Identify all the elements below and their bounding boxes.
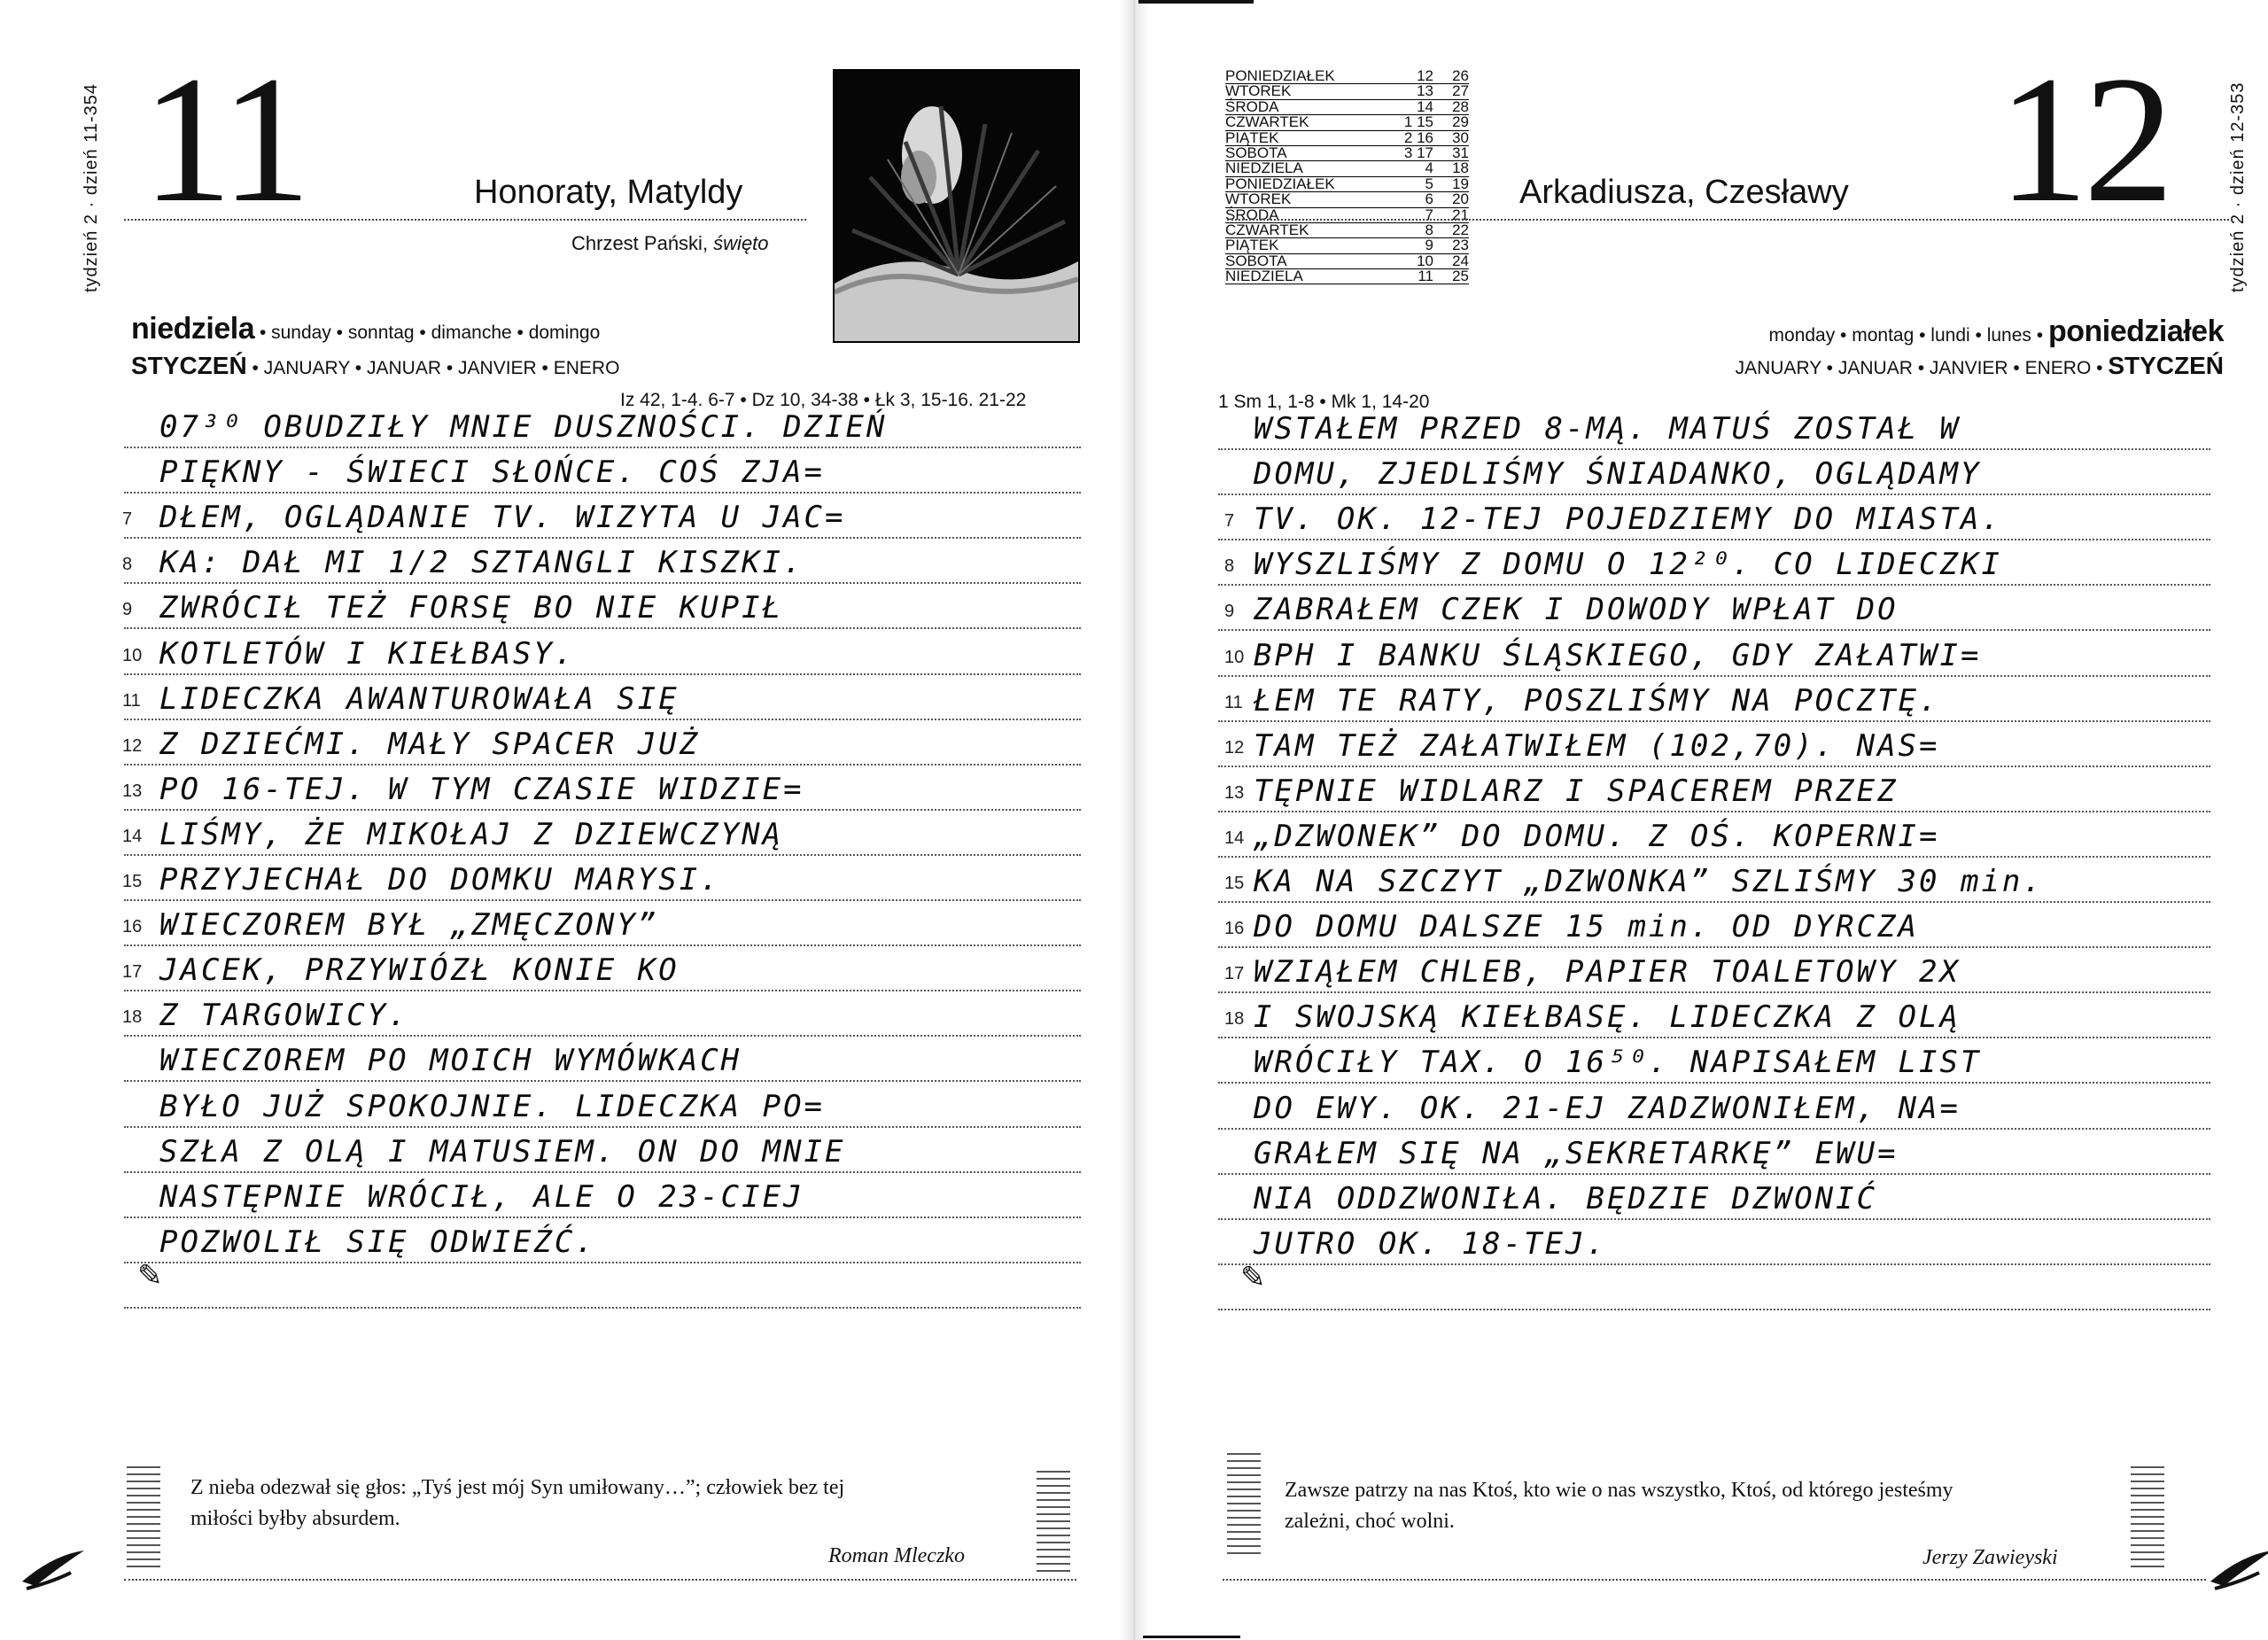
calendar-date: 31 bbox=[1452, 144, 1469, 161]
handwritten-entry: WIECZOREM BYŁ „ZMĘCZONY” bbox=[159, 907, 659, 944]
calendar-date: 19 bbox=[1452, 175, 1469, 192]
pencil-icon: ✎ bbox=[1240, 1261, 1266, 1294]
month-pl: STYCZEŃ bbox=[2108, 352, 2224, 379]
calendar-date: 18 bbox=[1452, 159, 1469, 177]
calendar-date: 23 bbox=[1452, 237, 1469, 254]
diary-line bbox=[124, 946, 1081, 991]
calendar-date: 30 bbox=[1452, 128, 1469, 146]
handwritten-entry: WRÓCIŁY TAX. O 16⁵⁰. NAPISAŁEM LIST bbox=[1254, 1045, 1982, 1081]
hour-label: 14 bbox=[122, 826, 143, 846]
hour-label: 9 bbox=[122, 600, 133, 620]
diary-line bbox=[124, 1218, 1081, 1263]
handwritten-entry: JACEK, PRZYWIÓZŁ KONIE KO bbox=[159, 952, 680, 989]
handwritten-entry: KA: DAŁ MI 1/2 SZTANGLI KISZKI. bbox=[159, 545, 804, 581]
calendar-date: 28 bbox=[1452, 97, 1469, 115]
calendar-date: 12 bbox=[1417, 67, 1433, 84]
month-row bbox=[1736, 352, 2224, 380]
handwritten-entry: WIECZOREM PO MOICH WYMÓWKACH bbox=[159, 1043, 742, 1079]
calendar-day: PIĄTEK bbox=[1225, 237, 1279, 254]
handwritten-entry: TĘPNIE WIDLARZ I SPACEREM PRZEZ bbox=[1254, 773, 1899, 809]
diary-line bbox=[1218, 903, 2210, 948]
diary-line bbox=[1218, 1220, 2210, 1265]
diary-line bbox=[124, 766, 1081, 811]
diary-line bbox=[124, 720, 1081, 766]
name-days: Arkadiusza, Czesławy bbox=[1519, 174, 1849, 211]
hour-label: 12 bbox=[1224, 737, 1245, 758]
diary-line bbox=[124, 494, 1081, 539]
calendar-day: PONIEDZIAŁEK bbox=[1225, 67, 1335, 84]
feast-label bbox=[571, 232, 769, 255]
handwritten-entry: SZŁA Z OLĄ I MATUSIEM. ON DO MNIE bbox=[159, 1133, 846, 1170]
calendar-date: 21 bbox=[1452, 206, 1469, 223]
day-number: 12 bbox=[1998, 39, 2169, 240]
diary-line bbox=[1218, 495, 2210, 540]
calendar-date: 29 bbox=[1452, 113, 1469, 131]
calendar-date: 13 bbox=[1417, 82, 1433, 100]
month-translations: JANUARY • JANUAR • JANVIER • ENERO • bbox=[1735, 358, 2109, 378]
diary-line bbox=[1218, 812, 2210, 858]
header-divider bbox=[124, 219, 806, 221]
calendar-date: 11 bbox=[1418, 268, 1433, 285]
hour-label: 11 bbox=[122, 690, 141, 711]
calendar-date: 1 15 bbox=[1403, 113, 1433, 131]
diary-line bbox=[1218, 1265, 2210, 1310]
calendar-day: PIĄTEK bbox=[1225, 128, 1279, 146]
diary-line bbox=[124, 448, 1081, 494]
calendar-date: 4 bbox=[1425, 159, 1433, 177]
margin-rule bbox=[1037, 1471, 1070, 1573]
hour-label: 10 bbox=[122, 645, 143, 665]
daily-quote: Z nieba odezwał się głos: „Tyś jest mój Syn umiłowany…”; człowiek bez tej miłości byłby absurdem. bbox=[190, 1476, 845, 1530]
left-page bbox=[0, 0, 1121, 1640]
diary-line bbox=[124, 991, 1081, 1037]
handwritten-entry: BYŁO JUŻ SPOKOJNIE. LIDECZKA PO= bbox=[159, 1088, 826, 1124]
month-translations: • JANUARY • JANUAR • JANVIER • ENERO bbox=[246, 358, 620, 378]
handwritten-entry: POZWOLIŁ SIĘ ODWIEŹĆ. bbox=[159, 1224, 596, 1260]
diary-line bbox=[1218, 948, 2210, 993]
handwritten-entry: ZABRAŁEM CZEK I DOWODY WPŁAT DO bbox=[1254, 592, 1899, 628]
handwritten-entry: WYSZLIŚMY Z DOMU O 12²⁰. CO LIDECZKI bbox=[1254, 547, 2002, 583]
week-day-label: tydzień 2 · dzień 11-354 bbox=[82, 83, 101, 292]
calendar-day: ŚRODA bbox=[1225, 206, 1279, 223]
calendar-day: ŚRODA bbox=[1225, 97, 1279, 115]
publisher-logo bbox=[2206, 1546, 2268, 1595]
hour-label: 8 bbox=[1224, 556, 1235, 577]
margin-rule bbox=[2131, 1466, 2164, 1568]
month-row bbox=[131, 352, 619, 380]
handwritten-entry: KA NA SZCZYT „DZWONKA” SZLIŚMY 30 min. bbox=[1254, 864, 2044, 900]
handwritten-entry: LIDECZKA AWANTUROWAŁA SIĘ bbox=[159, 680, 680, 717]
diary-line bbox=[1218, 677, 2210, 722]
handwritten-entry: ZWRÓCIŁ TEŻ FORSĘ BO NIE KUPIŁ bbox=[159, 590, 784, 626]
bible-reading: 1 Sm 1, 1-8 • Mk 1, 14-20 bbox=[1218, 392, 1430, 412]
calendar-date: 9 bbox=[1425, 237, 1433, 254]
weekday-pl: poniedziałek bbox=[2047, 315, 2224, 348]
diary-line bbox=[124, 629, 1081, 674]
calendar-date: 8 bbox=[1425, 221, 1433, 238]
weekday-translations: monday • montag • lundi • lunes • bbox=[1768, 325, 2048, 346]
publisher-logo bbox=[18, 1546, 89, 1595]
calendar-row bbox=[1225, 269, 1469, 284]
diary-line bbox=[124, 403, 1081, 448]
diary-line bbox=[1218, 450, 2210, 495]
calendar-date: 24 bbox=[1452, 252, 1469, 269]
calendar-row bbox=[1225, 192, 1469, 207]
hour-label: 8 bbox=[122, 555, 133, 575]
calendar-day: SOBOTA bbox=[1225, 144, 1287, 161]
handwritten-entry: WSTAŁEM PRZED 8-MĄ. MATUŚ ZOSTAŁ W bbox=[1254, 411, 1961, 447]
handwritten-entry: DOMU, ZJEDLIŚMY ŚNIADANKO, OGLĄDAMY bbox=[1254, 456, 1982, 493]
handwritten-entry: KOTLETÓW I KIEŁBASY. bbox=[159, 635, 576, 672]
weekday-row bbox=[131, 312, 600, 346]
feast-emphasis: święto bbox=[713, 232, 769, 254]
hour-label: 18 bbox=[122, 1007, 143, 1028]
daily-quote: Zawsze patrzy na nas Ktoś, kto wie o nas wszystko, Ktoś, od którego jesteśmy zależni, choć wolni. bbox=[1285, 1479, 1953, 1533]
calendar-date: 6 bbox=[1425, 190, 1433, 208]
calendar-day: CZWARTEK bbox=[1225, 113, 1309, 131]
quote-author: Roman Mleczko bbox=[828, 1544, 965, 1567]
handwritten-entry: I SWOJSKĄ KIEŁBASĘ. LIDECZKA Z OLĄ bbox=[1254, 999, 1961, 1036]
handwritten-entry: GRAŁEM SIĘ NA „SEKRETARKĘ” EWU= bbox=[1254, 1135, 1899, 1171]
diary-line bbox=[1218, 1130, 2210, 1175]
diary-line bbox=[124, 675, 1081, 720]
calendar-date: 14 bbox=[1417, 97, 1433, 115]
handwritten-entry: BPH I BANKU ŚLĄSKIEGO, GDY ZAŁATWI= bbox=[1254, 637, 1982, 673]
week-day-label: tydzień 2 · dzień 12-353 bbox=[2228, 82, 2248, 292]
header-divider bbox=[1227, 219, 2233, 221]
hour-label: 16 bbox=[122, 917, 143, 937]
calendar-day: WTOREK bbox=[1225, 82, 1292, 100]
handwritten-entry: LIŚMY, ŻE MIKOŁAJ Z DZIEWCZYNĄ bbox=[159, 816, 784, 852]
diary-lines bbox=[1218, 405, 2210, 1310]
book-gutter bbox=[1118, 0, 1150, 1640]
hour-label: 13 bbox=[122, 781, 143, 801]
calendar-day: NIEDZIELA bbox=[1225, 159, 1303, 177]
handwritten-entry: Z TARGOWICY. bbox=[159, 998, 409, 1034]
handwritten-entry: 07³⁰ OBUDZIŁY MNIE DUSZNOŚCI. DZIEŃ bbox=[159, 409, 888, 446]
hour-label: 11 bbox=[1224, 692, 1243, 712]
hour-label: 14 bbox=[1224, 828, 1245, 848]
calendar-date: 10 bbox=[1417, 252, 1433, 269]
handwritten-entry: „DZWONEK” DO DOMU. Z OŚ. KOPERNI= bbox=[1254, 818, 1940, 854]
hour-label: 18 bbox=[1224, 1009, 1245, 1030]
calendar-date: 20 bbox=[1452, 190, 1469, 208]
diary-line bbox=[1218, 1084, 2210, 1129]
diary-line bbox=[124, 584, 1081, 629]
feast-text: Chrzest Pański, bbox=[571, 232, 714, 254]
calendar-day: WTOREK bbox=[1225, 190, 1292, 208]
diary-line bbox=[1218, 993, 2210, 1038]
diary-line bbox=[1218, 722, 2210, 767]
calendar-day: NIEDZIELA bbox=[1225, 268, 1303, 285]
header-photo bbox=[833, 69, 1080, 343]
handwritten-entry: PO 16-TEJ. W TYM CZASIE WIDZIE= bbox=[159, 771, 804, 807]
handwritten-entry: WZIĄŁEM CHLEB, PAPIER TOALETOWY 2X bbox=[1254, 954, 1961, 991]
diary-line bbox=[124, 539, 1081, 584]
hour-label: 13 bbox=[1224, 782, 1245, 803]
diary-lines bbox=[124, 403, 1081, 1309]
handwritten-entry: PRZYJECHAŁ DO DOMKU MARYSI. bbox=[159, 862, 721, 898]
hour-label: 7 bbox=[1224, 511, 1235, 532]
diary-line bbox=[1218, 540, 2210, 586]
handwritten-entry: NASTĘPNIE WRÓCIŁ, ALE O 23-CIEJ bbox=[159, 1178, 804, 1215]
hour-label: 12 bbox=[122, 735, 143, 756]
calendar-date: 27 bbox=[1452, 82, 1469, 100]
diary-line bbox=[124, 901, 1081, 946]
footer-divider bbox=[124, 1579, 1076, 1581]
calendar-date: 7 bbox=[1425, 206, 1433, 223]
handwritten-entry: Z DZIEĆMI. MAŁY SPACER JUŻ bbox=[159, 726, 701, 762]
margin-rule bbox=[127, 1466, 160, 1568]
calendar-date: 25 bbox=[1452, 268, 1469, 285]
calendar-date: 5 bbox=[1425, 175, 1433, 192]
calendar-day: PONIEDZIAŁEK bbox=[1225, 175, 1335, 192]
hour-label: 9 bbox=[1224, 602, 1235, 622]
handwritten-entry: TV. OK. 12-TEJ POJEDZIEMY DO MIASTA. bbox=[1254, 501, 2002, 538]
margin-rule bbox=[1227, 1453, 1261, 1555]
calendar-date: 22 bbox=[1452, 221, 1469, 238]
calendar-date: 2 16 bbox=[1403, 128, 1433, 146]
hour-label: 15 bbox=[122, 872, 143, 892]
diary-line bbox=[124, 1128, 1081, 1173]
calendar-row bbox=[1225, 115, 1469, 130]
diary-line bbox=[1218, 767, 2210, 812]
hour-label: 10 bbox=[1224, 647, 1245, 667]
weekday-pl: niedziela bbox=[131, 312, 255, 346]
diary-line bbox=[1218, 1038, 2210, 1084]
day-number: 11 bbox=[142, 39, 307, 240]
handwritten-entry: DO EWY. OK. 21-EJ ZADZWONIŁEM, NA= bbox=[1254, 1090, 1961, 1126]
month-pl: STYCZEŃ bbox=[131, 352, 247, 379]
handwritten-entry: NIA ODDZWONIŁA. BĘDZIE DZWONIĆ bbox=[1254, 1180, 1878, 1216]
diary-line bbox=[124, 1173, 1081, 1218]
diary-line bbox=[124, 811, 1081, 856]
diary-line bbox=[1218, 405, 2210, 450]
diary-line bbox=[124, 1263, 1081, 1309]
handwritten-entry: JUTRO OK. 18-TEJ. bbox=[1254, 1225, 1607, 1262]
handwritten-entry: TAM TEŻ ZAŁATWIŁEM (102,70). NAS= bbox=[1254, 727, 1940, 764]
diary-line bbox=[1218, 631, 2210, 676]
hour-label: 17 bbox=[122, 962, 143, 983]
diary-line bbox=[1218, 586, 2210, 631]
handwritten-entry: PIĘKNY - ŚWIECI SŁOŃCE. COŚ ZJA= bbox=[159, 455, 826, 491]
hour-label: 7 bbox=[122, 509, 133, 530]
calendar-date: 3 17 bbox=[1403, 144, 1433, 161]
handwritten-entry: DO DOMU DALSZE 15 min. OD DYRCZA bbox=[1254, 909, 1920, 945]
calendar-day: CZWARTEK bbox=[1225, 221, 1309, 238]
diary-line bbox=[1218, 858, 2210, 903]
bible-reading: Iz 42, 1-4. 6-7 • Dz 10, 34-38 • Łk 3, 15-16. 21-22 bbox=[620, 390, 1027, 410]
diary-line bbox=[1218, 1175, 2210, 1220]
calendar-day: SOBOTA bbox=[1225, 252, 1287, 269]
hour-label: 16 bbox=[1224, 919, 1245, 939]
footer-divider bbox=[1223, 1579, 2206, 1581]
weekday-row bbox=[1769, 315, 2224, 349]
diary-line bbox=[124, 1037, 1081, 1082]
handwritten-entry: DŁEM, OGLĄDANIE TV. WIZYTA U JAC= bbox=[159, 500, 846, 536]
hour-label: 15 bbox=[1224, 874, 1245, 894]
diary-line bbox=[124, 1082, 1081, 1127]
diary-line bbox=[124, 856, 1081, 901]
handwritten-entry: ŁEM TE RATY, POSZLIŚMY NA POCZTĘ. bbox=[1254, 682, 1940, 719]
right-page bbox=[1147, 0, 2268, 1640]
quote-author: Jerzy Zawieyski bbox=[1922, 1546, 2058, 1569]
name-days: Honoraty, Matyldy bbox=[474, 174, 743, 211]
month-calendar bbox=[1225, 69, 1469, 284]
pencil-icon: ✎ bbox=[137, 1259, 163, 1293]
weekday-translations: • sunday • sonntag • dimanche • domingo bbox=[254, 323, 601, 343]
calendar-date: 26 bbox=[1452, 67, 1469, 84]
hour-label: 17 bbox=[1224, 964, 1245, 984]
